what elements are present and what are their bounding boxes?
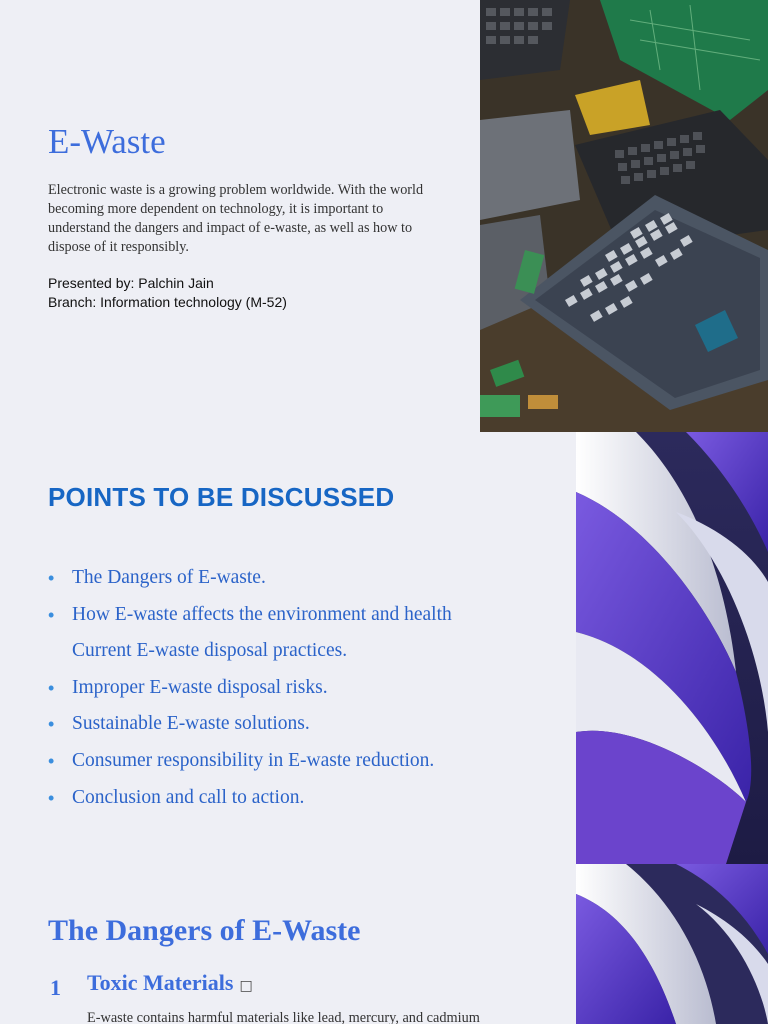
agenda-item-text: Improper E-waste disposal risks. xyxy=(72,676,328,698)
slide-title xyxy=(0,0,768,432)
agenda-item xyxy=(48,706,548,743)
intro-paragraph: Electronic waste is a growing problem worldwide. With the world becoming more dependent on technology, it is important to understand the dangers and impact of e-waste, as well as how to dispose of it responsibly. xyxy=(48,182,424,255)
bullet-marker: • xyxy=(48,714,55,735)
toxic-materials-heading xyxy=(87,970,253,996)
abstract-art-image xyxy=(576,432,768,864)
bullet-marker: • xyxy=(48,787,55,808)
bullet-marker: • xyxy=(48,677,55,698)
abstract-art-image xyxy=(576,864,768,1024)
bullet-marker: • xyxy=(48,604,55,625)
agenda-item-text: Sustainable E-waste solutions. xyxy=(72,713,310,735)
toxic-materials-label: Toxic Materials xyxy=(87,970,234,995)
item-number: 1 xyxy=(50,975,61,1000)
slide-dangers xyxy=(0,864,768,1024)
dangers-title: The Dangers of E-Waste xyxy=(48,914,361,947)
slide-agenda xyxy=(0,432,768,864)
bullet-marker: • xyxy=(48,750,55,771)
bullet-marker: • xyxy=(48,568,55,588)
agenda-list xyxy=(48,560,548,816)
toxic-materials-text: E-waste contains harmful materials like lead, mercury, and cadmium xyxy=(87,1010,480,1024)
missing-glyph-icon: □ xyxy=(239,978,253,994)
slide-title-heading: E-Waste xyxy=(48,122,166,161)
agenda-item xyxy=(48,633,548,670)
agenda-item xyxy=(48,743,548,780)
agenda-title: POINTS TO BE DISCUSSED xyxy=(48,482,395,512)
agenda-item-text: Current E-waste disposal practices. xyxy=(72,640,348,662)
presenter-info xyxy=(48,274,287,312)
agenda-item-text: How E-waste affects the environment and health xyxy=(72,603,452,625)
ewaste-photo xyxy=(480,0,768,432)
agenda-item xyxy=(48,670,548,707)
agenda-item-text: The Dangers of E-waste. xyxy=(72,567,266,588)
agenda-item xyxy=(48,780,548,817)
agenda-item-text: Consumer responsibility in E-waste reduction. xyxy=(72,749,435,771)
branch-text: Branch: Information technology (M-52) xyxy=(48,294,287,310)
agenda-item xyxy=(48,560,548,597)
presented-by-text: Presented by: Palchin Jain xyxy=(48,275,214,291)
agenda-item-text: Conclusion and call to action. xyxy=(72,786,305,808)
agenda-item xyxy=(48,597,548,634)
